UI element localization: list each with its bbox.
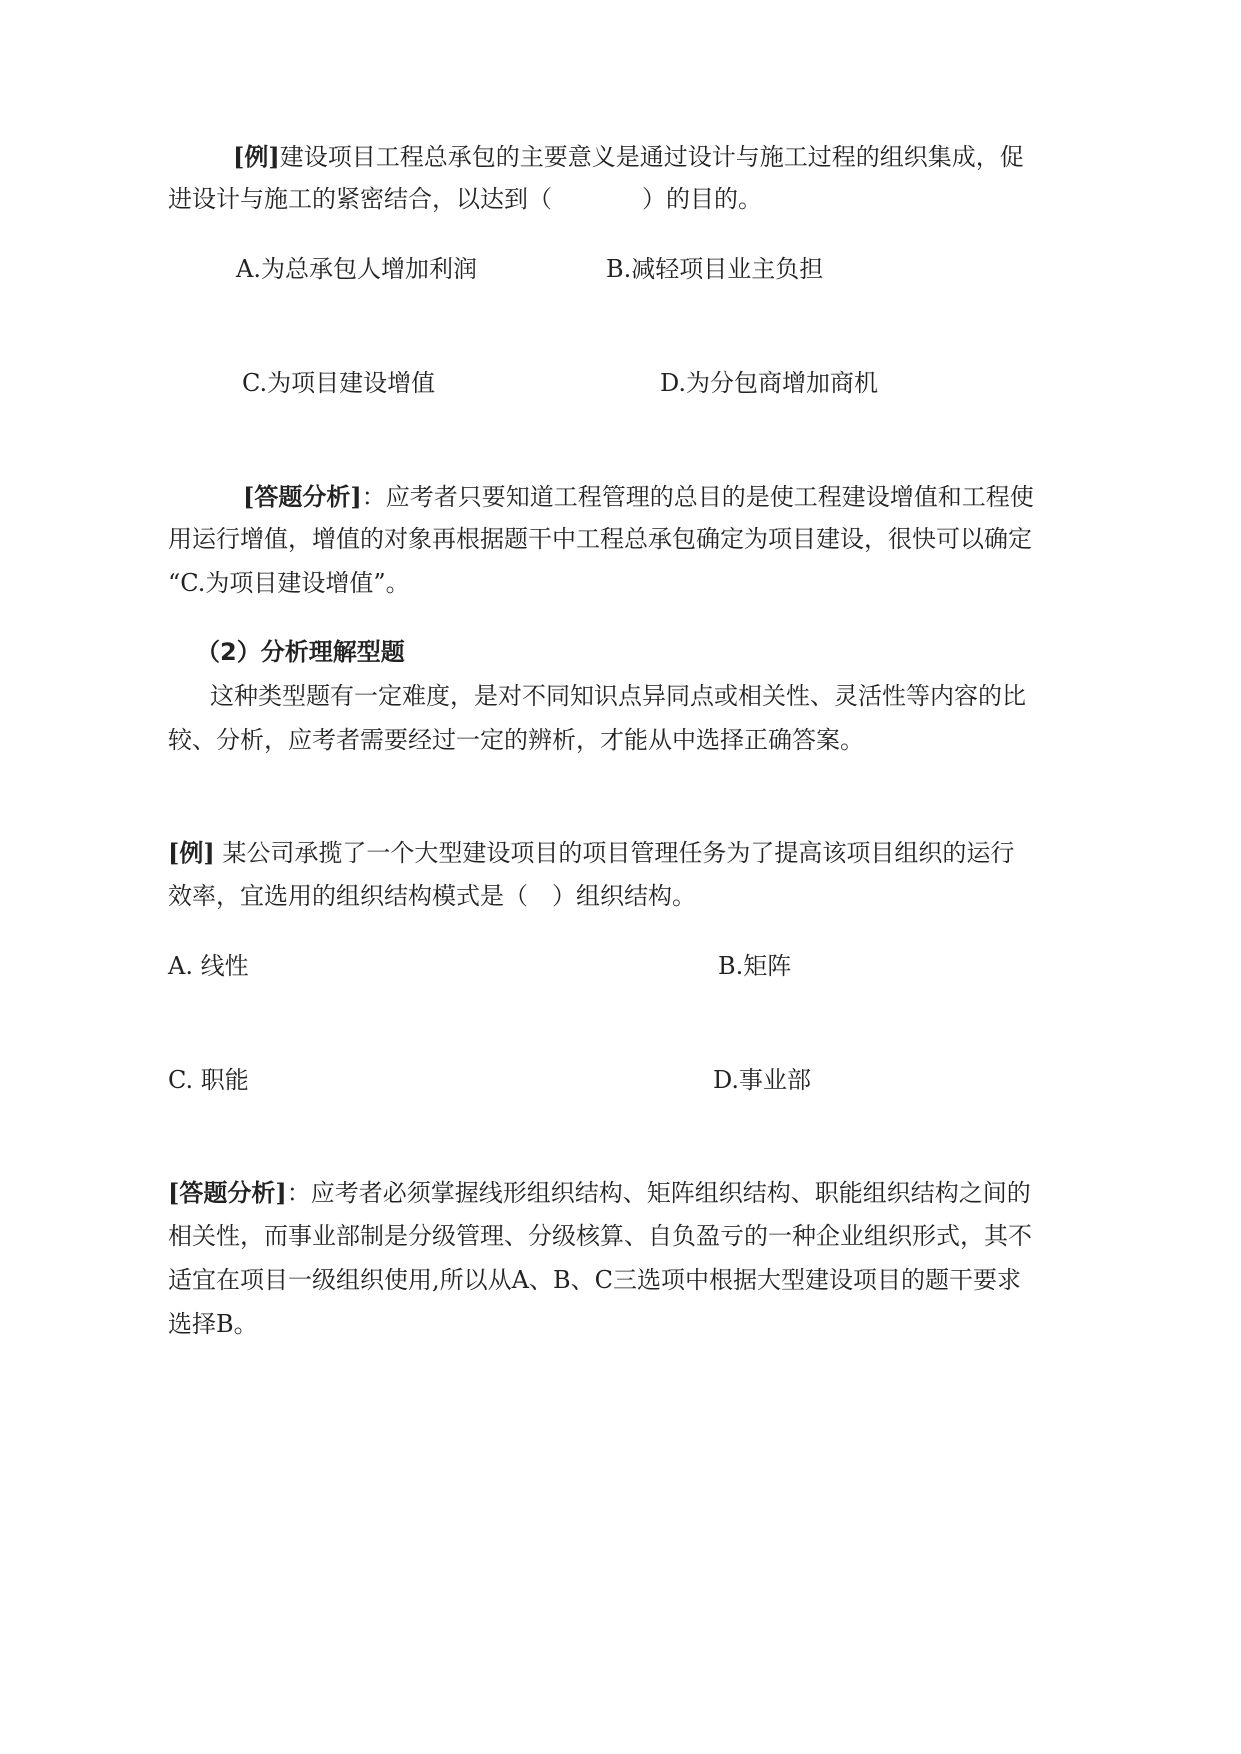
q1-stem-text2b: ）的目的。 [642, 185, 762, 213]
q1-stem-text2a: 进设计与施工的紧密结合，以达到（ [168, 185, 552, 213]
q1-stem-line2 [168, 184, 762, 214]
section2-intro-line1: 这种类型题有一定难度，是对不同知识点异同点或相关性、灵活性等内容的比 [210, 682, 1026, 710]
q2-option-d: D.事业部 [713, 1066, 812, 1094]
section2-intro-line2: 较、分析，应考者需要经过一定的辨析，才能从中选择正确答案。 [168, 726, 864, 754]
q1-stem-text1: 建设项目工程总承包的主要意义是通过设计与施工过程的组织集成，促 [279, 143, 1024, 171]
q2-analysis-line2: 相关性，而事业部制是分级管理、分级核算、自负盈亏的一种企业组织形式，其不 [168, 1222, 1032, 1250]
q2-analysis-line3: 适宜在项目一级组织使用,所以从A、B、C三选项中根据大型建设项目的题干要求 [168, 1266, 1021, 1294]
q2-analysis-line1 [168, 1178, 1031, 1208]
q2-stem-line2: 效率，宜选用的组织结构模式是（ ）组织结构。 [168, 882, 696, 910]
q1-analysis-tag: [答题分析] [243, 482, 362, 511]
q1-option-b: B.减轻项目业主负担 [606, 255, 824, 283]
q1-analysis-line3: “C.为项目建设增值”。 [168, 569, 410, 597]
q1-option-c: C.为项目建设增值 [242, 369, 436, 397]
q2-analysis-line4: 选择B。 [168, 1310, 258, 1338]
q1-analysis-line2: 用运行增值，增值的对象再根据题干中工程总承包确定为项目建设，很快可以确定 [168, 525, 1032, 553]
q1-analysis-text1: ：应考者只要知道工程管理的总目的是使工程建设增值和工程使 [361, 483, 1034, 511]
q2-example-tag: [例] [168, 838, 215, 867]
q1-option-d: D.为分包商增加商机 [660, 369, 879, 397]
q2-option-b: B.矩阵 [718, 952, 792, 980]
q1-analysis-line1 [243, 482, 1034, 512]
section2-heading: （2）分析理解型题 [196, 638, 405, 666]
q2-stem-line1 [168, 838, 1014, 868]
q2-stem-text1: 某公司承揽了一个大型建设项目的项目管理任务为了提高该项目组织的运行 [214, 839, 1015, 867]
q1-example-tag: [例] [233, 142, 280, 171]
q1-option-a: A.为总承包人增加利润 [236, 255, 477, 283]
q2-option-c: C. 职能 [168, 1066, 249, 1094]
q2-analysis-tag: [答题分析] [168, 1178, 287, 1207]
q2-option-a: A. 线性 [168, 952, 249, 980]
q2-analysis-text1: ：应考者必须掌握线形组织结构、矩阵组织结构、职能组织结构之间的 [286, 1179, 1031, 1207]
q1-stem-line1 [233, 142, 1024, 172]
